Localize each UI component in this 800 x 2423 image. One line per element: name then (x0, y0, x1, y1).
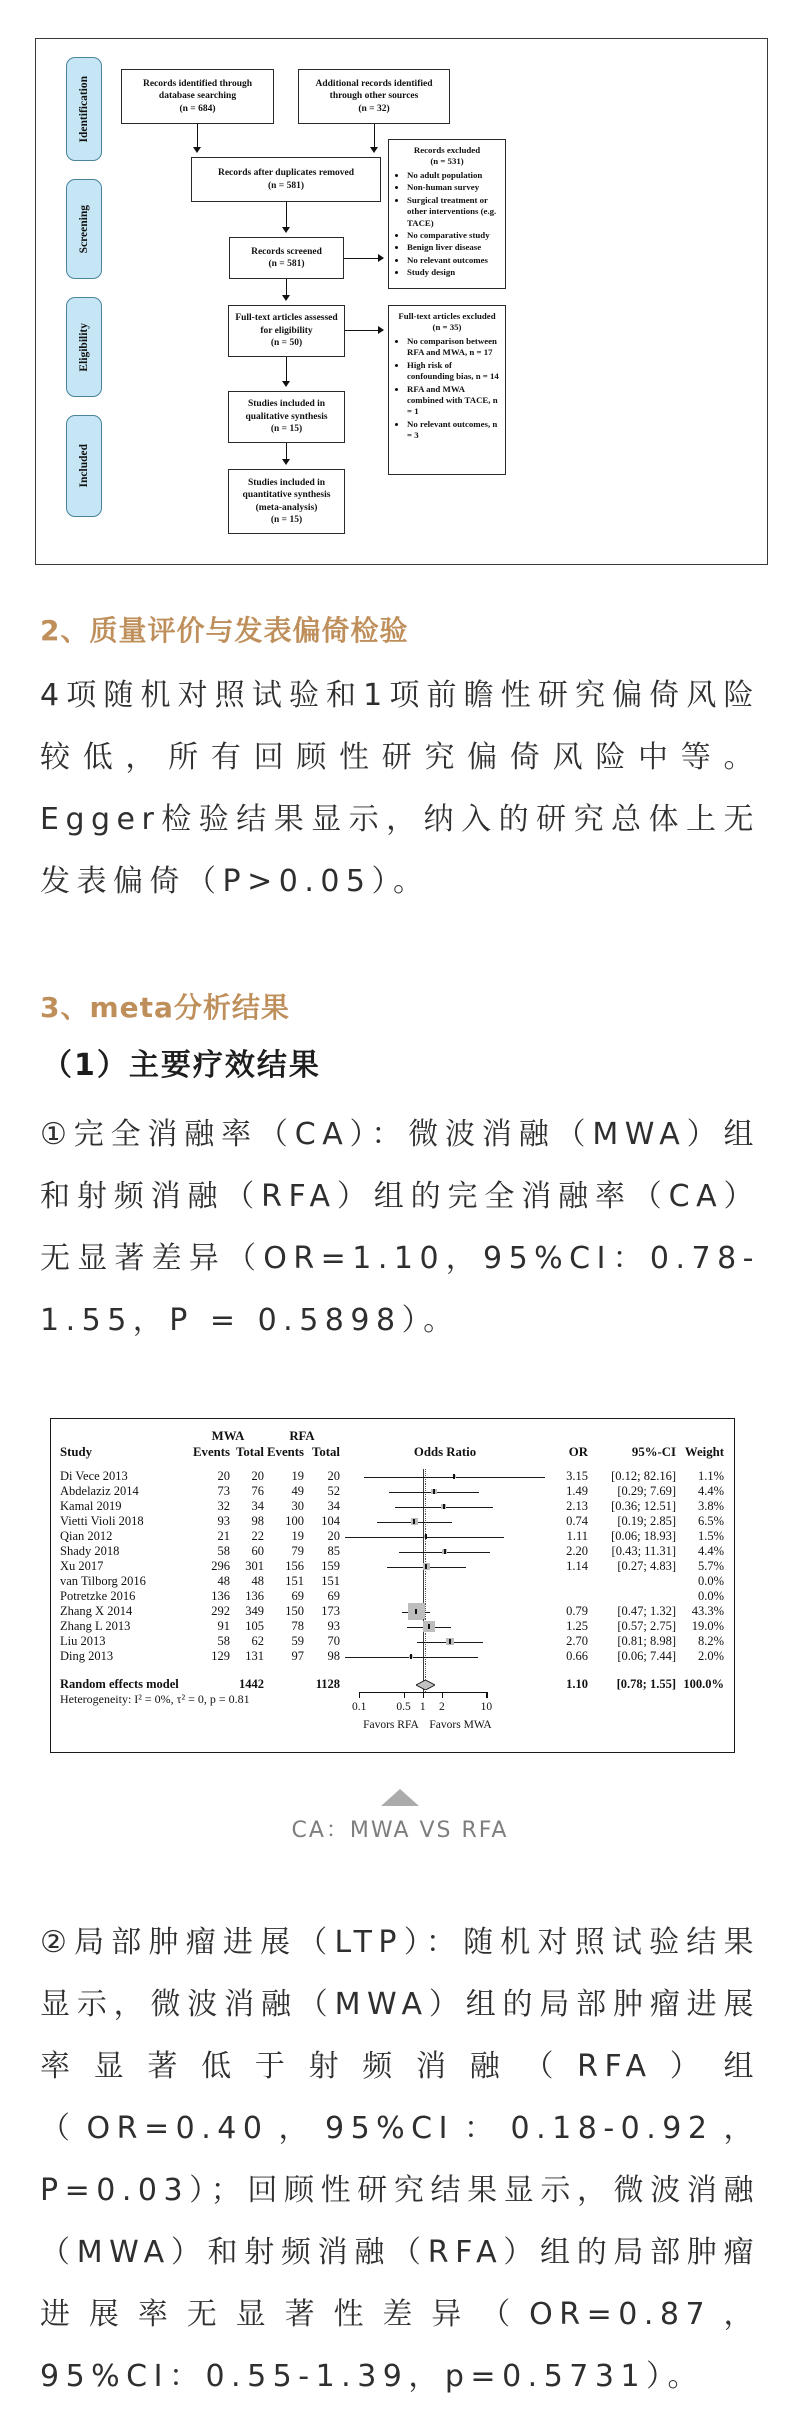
ci-value: [0.47; 1.32] (617, 1604, 676, 1618)
or-value: 0.66 (566, 1649, 588, 1663)
header-gap (676, 1460, 724, 1469)
col-header-or: OR (568, 1445, 588, 1459)
bullet-item: • No relevant outcomes, n = 3 (407, 419, 500, 442)
spacer (230, 1664, 264, 1677)
mwa-events: 292 (211, 1604, 230, 1618)
study-name: Qian 2012 (60, 1529, 113, 1543)
ci-value: [0.19; 2.85] (617, 1514, 676, 1528)
col-header-events: Events (193, 1445, 230, 1459)
col-header-events: Events (267, 1445, 304, 1459)
or-value: 1.25 (566, 1619, 588, 1633)
or-value: 2.13 (566, 1499, 588, 1513)
bullet-item: • Surgical treatment or other interventions (e.g. TACE) (407, 195, 500, 229)
weight-value: 0.0% (697, 1589, 724, 1603)
stage-included (66, 415, 102, 517)
mwa-events: 20 (217, 1469, 230, 1483)
point-estimate-marker (425, 1564, 427, 1569)
mwa-events: 58 (217, 1544, 230, 1558)
spacer (264, 1664, 304, 1677)
box-n: (n = 15) (270, 424, 303, 435)
stage-label: Identification (78, 75, 90, 143)
box-text: Additional records identified through other sources (315, 78, 433, 102)
prisma-box-after-duplicates (191, 157, 381, 202)
weight-value: 8.2% (697, 1634, 724, 1648)
weight-value: 4.4% (697, 1484, 724, 1498)
point-estimate-marker (443, 1504, 445, 1509)
point-estimate-marker (428, 1624, 430, 1629)
mwa-events: 21 (217, 1529, 230, 1543)
box-n: (n = 581) (268, 259, 305, 269)
weight-value: 5.7% (697, 1559, 724, 1573)
collapse-triangle-icon[interactable] (381, 1789, 419, 1806)
study-name: Ding 2013 (60, 1649, 114, 1663)
flow-arrow (197, 124, 198, 151)
rfa-events: 30 (291, 1499, 304, 1513)
weight-value: 0.0% (697, 1574, 724, 1588)
ci-value (588, 1589, 676, 1604)
bullet-item: • No comparative study (407, 230, 500, 241)
rfa-total: 151 (321, 1574, 340, 1588)
mwa-total: 301 (245, 1559, 264, 1573)
or-value: 0.79 (566, 1604, 588, 1618)
study-name: van Tilborg 2016 (60, 1574, 146, 1588)
rfa-events: 19 (291, 1469, 304, 1483)
forest-plot-caption: CA：MWA VS RFA (291, 1818, 509, 1843)
axis-tick (486, 1692, 487, 1698)
study-name: Zhang L 2013 (60, 1619, 131, 1633)
mwa-events: 93 (217, 1514, 230, 1528)
rfa-total: 93 (327, 1619, 340, 1633)
forest-plot-cell (340, 1604, 550, 1619)
section3-paragraph1: ①完全消融率（CA）：微波消融（MWA）组和射频消融（RFA）组的完全消融率（CA）无显著差异（OR=1.10，95%CI：0.78-1.55，P = 0.5898）。 (40, 1117, 760, 1338)
axis-tick-label: 0.5 (396, 1701, 411, 1713)
bullet-item: • RFA and MWA combined with TACE, n = 1 (407, 384, 500, 418)
forest-plot-cell (340, 1469, 550, 1484)
forest-plot-table (50, 1418, 735, 1753)
mwa-total: 60 (251, 1544, 264, 1558)
bullet-item: • No relevant outcomes (407, 255, 500, 266)
prisma-flow-diagram (35, 38, 768, 565)
table-cell (550, 1428, 588, 1444)
weight-value: 19.0% (691, 1619, 724, 1633)
study-name: Abdelaziz 2014 (60, 1484, 139, 1498)
col-header-study: Study (60, 1445, 93, 1459)
bullet-item: • Benign liver disease (407, 242, 500, 253)
flow-arrow (286, 279, 287, 299)
study-name: Vietti Violi 2018 (60, 1514, 144, 1528)
mwa-total: 98 (251, 1514, 264, 1528)
rfa-total: 69 (327, 1589, 340, 1603)
rfa-total: 70 (327, 1634, 340, 1648)
rfa-events: 59 (291, 1634, 304, 1648)
mwa-events: 136 (211, 1589, 230, 1603)
summary-label: Random effects model (60, 1677, 179, 1691)
mwa-total: 34 (251, 1499, 264, 1513)
spacer (550, 1664, 588, 1677)
box-text: Studies included in quantitative synthesis (meta-analysis) (242, 477, 331, 513)
mwa-total: 136 (245, 1589, 264, 1603)
stage-label: Screening (78, 204, 90, 254)
forest-plot-cell (340, 1634, 550, 1649)
box-text: Full-text articles assessed for eligibility (235, 313, 338, 336)
rfa-total: 20 (327, 1529, 340, 1543)
forest-plot-cell (340, 1619, 550, 1634)
rfa-total: 34 (327, 1499, 340, 1513)
rfa-events: 79 (291, 1544, 304, 1558)
prisma-box-records-excluded (388, 139, 506, 289)
rfa-events: 19 (291, 1529, 304, 1543)
table-cell (264, 1677, 304, 1692)
excluded-reasons-list (394, 170, 500, 280)
ci-value: [0.36; 12.51] (611, 1499, 676, 1513)
mwa-events: 58 (217, 1634, 230, 1648)
mwa-total: 22 (251, 1529, 264, 1543)
forest-plot-cell (340, 1559, 550, 1574)
rfa-events: 100 (285, 1514, 304, 1528)
null-effect-line (423, 1664, 424, 1677)
summary-effect-line (425, 1664, 426, 1677)
section2-paragraph: 4项随机对照试验和1项前瞻性研究偏倚风险较低，所有回顾性研究偏倚风险中等。Egger检验结果显示，纳入的研究总体上无发表偏倚（P>0.05）。 (40, 678, 760, 899)
forest-plot-cell (340, 1544, 550, 1559)
flow-arrow (286, 202, 287, 231)
spacer (304, 1664, 340, 1677)
flow-arrow (374, 124, 375, 151)
study-name: Potretzke 2016 (60, 1589, 136, 1603)
summary-ci: [0.78; 1.55] (616, 1677, 676, 1691)
spacer (588, 1664, 676, 1677)
stage-identification (66, 57, 102, 161)
or-value: 1.49 (566, 1484, 588, 1498)
stage-eligibility (66, 297, 102, 397)
or-value: 2.70 (566, 1634, 588, 1648)
prisma-box-quantitative (228, 469, 345, 534)
point-estimate-marker (425, 1534, 427, 1539)
forest-plot-cell (340, 1574, 550, 1589)
ci-value: [0.29; 7.69] (617, 1484, 676, 1498)
ci-value: [0.06; 18.93] (611, 1529, 676, 1543)
mwa-total: 76 (251, 1484, 264, 1498)
ci-value: [0.57; 2.75] (617, 1619, 676, 1633)
rfa-events: 156 (285, 1559, 304, 1573)
forest-plot-cell (340, 1649, 550, 1664)
flow-arrow (345, 330, 382, 331)
forest-plot-cell (340, 1529, 550, 1544)
box-n: (n = 50) (270, 338, 303, 349)
prisma-box-other-sources (298, 69, 450, 124)
axis-tick (359, 1692, 360, 1698)
weight-value: 2.0% (697, 1649, 724, 1663)
mwa-events: 129 (211, 1649, 230, 1663)
spacer (340, 1664, 550, 1677)
ci-value: [0.06; 7.44] (617, 1649, 676, 1663)
summary-mwa-total: 1442 (239, 1677, 264, 1691)
weight-value: 1.1% (697, 1469, 724, 1483)
box-text: Records after duplicates removed (217, 168, 355, 179)
rfa-total: 173 (321, 1604, 340, 1618)
mwa-events: 73 (217, 1484, 230, 1498)
rfa-total: 85 (327, 1544, 340, 1558)
table-cell (676, 1428, 724, 1444)
axis-tick-label: 1 (419, 1701, 426, 1713)
summary-effect-line (425, 1589, 426, 1604)
flow-arrow (286, 443, 287, 463)
rfa-total: 20 (327, 1469, 340, 1483)
study-name: Kamal 2019 (60, 1499, 122, 1513)
mwa-events: 48 (217, 1574, 230, 1588)
rfa-total: 104 (321, 1514, 340, 1528)
rfa-events: 49 (291, 1484, 304, 1498)
table-cell (192, 1677, 230, 1692)
flow-arrow (344, 258, 382, 259)
bullet-item: • Study design (407, 267, 500, 278)
header-gap (340, 1460, 550, 1469)
favors-left-label: Favors RFA (363, 1719, 419, 1731)
header-gap (264, 1460, 304, 1469)
or-value: 3.15 (566, 1469, 588, 1483)
col-header-weight: Weight (684, 1445, 724, 1459)
stage-screening (66, 179, 102, 279)
header-gap (192, 1460, 230, 1469)
axis-tick-label: 2 (439, 1701, 445, 1713)
or-value: 2.20 (566, 1544, 588, 1558)
forest-plot-cell (340, 1589, 550, 1604)
section3-heading: 3、meta分析结果 (40, 991, 290, 1024)
box-text: Records identified through database searching (142, 78, 253, 102)
summary-weight: 100.0% (683, 1677, 724, 1691)
ci-value: [0.27; 4.83] (617, 1559, 676, 1573)
prisma-box-qualitative (228, 391, 345, 443)
rfa-total: 98 (327, 1649, 340, 1663)
spacer (60, 1664, 192, 1677)
rfa-events: 97 (291, 1649, 304, 1663)
bullet-item: • No comparison between RFA and MWA, n = 17 (407, 336, 500, 359)
mwa-events: 296 (211, 1559, 230, 1573)
table-cell (588, 1428, 676, 1444)
group-header-rfa: RFA (289, 1429, 315, 1443)
bullet-item: • No adult population (407, 170, 500, 181)
stage-label: Included (78, 444, 90, 488)
box-n: (n = 684) (179, 103, 216, 114)
prisma-box-fulltext-assessed (228, 305, 345, 357)
axis-tick-label: 10 (480, 1701, 493, 1713)
forest-plot-cell (340, 1514, 550, 1529)
prisma-box-database-search (121, 69, 274, 124)
group-header-mwa: MWA (211, 1429, 245, 1443)
flow-arrow (286, 357, 287, 385)
forest-x-axis (340, 1692, 550, 1744)
spacer (676, 1664, 724, 1677)
rfa-events: 69 (291, 1589, 304, 1603)
mwa-events: 91 (217, 1619, 230, 1633)
rfa-events: 150 (285, 1604, 304, 1618)
or-value: 1.11 (566, 1529, 588, 1543)
favors-right-label: Favors MWA (429, 1719, 492, 1731)
heterogeneity-text: Heterogeneity: I² = 0%, τ² = 0, p = 0.81 (60, 1692, 250, 1706)
or-value (550, 1589, 588, 1604)
study-name: Liu 2013 (60, 1634, 106, 1648)
weight-value: 4.4% (697, 1544, 724, 1558)
summary-effect-line (425, 1574, 426, 1589)
rfa-events: 151 (285, 1574, 304, 1588)
header-gap (60, 1460, 192, 1469)
or-value (550, 1574, 588, 1589)
box-text: Studies included in qualitative synthesis (245, 399, 328, 422)
table-cell (60, 1428, 192, 1444)
or-value: 0.74 (566, 1514, 588, 1528)
header-gap (550, 1460, 588, 1469)
point-estimate-marker (410, 1654, 412, 1659)
or-value: 1.14 (566, 1559, 588, 1573)
null-effect-line (423, 1589, 424, 1604)
ci-value: [0.43; 11.31] (611, 1544, 676, 1558)
mwa-total: 48 (251, 1574, 264, 1588)
header-gap (230, 1460, 264, 1469)
box-n: (n = 35) (432, 322, 462, 333)
box-n: (n = 15) (270, 514, 303, 525)
study-name: Zhang X 2014 (60, 1604, 133, 1618)
section3-subheading: （1）主要疗效结果 (42, 1048, 321, 1083)
study-name: Shady 2018 (60, 1544, 120, 1558)
null-effect-line (423, 1574, 424, 1589)
box-n: (n = 581) (267, 180, 305, 191)
forest-plot-cell (340, 1499, 550, 1514)
rfa-events: 78 (291, 1619, 304, 1633)
box-text: Records screened (251, 246, 322, 257)
stage-label: Eligibility (78, 322, 90, 372)
table-cell (340, 1428, 550, 1444)
rfa-total: 159 (321, 1559, 340, 1573)
weight-value: 1.5% (697, 1529, 724, 1543)
mwa-total: 131 (245, 1649, 264, 1663)
box-n: (n = 32) (358, 103, 390, 114)
header-gap (588, 1460, 676, 1469)
study-name: Xu 2017 (60, 1559, 104, 1573)
col-header-odds-ratio: Odds Ratio (413, 1445, 477, 1459)
weight-value: 43.3% (691, 1604, 724, 1618)
box-n: (n = 531) (430, 156, 464, 167)
point-estimate-marker (413, 1519, 415, 1524)
ci-value: [0.81; 8.98] (617, 1634, 676, 1648)
bullet-item: • High risk of confounding bias, n = 14 (407, 360, 500, 383)
axis-tick (442, 1692, 443, 1698)
point-estimate-marker (444, 1549, 446, 1554)
summary-plot-cell (340, 1677, 550, 1692)
forest-plot-cell (340, 1484, 550, 1499)
header-gap (304, 1460, 340, 1469)
excluded-reasons-list (394, 336, 500, 443)
summary-diamond (416, 1680, 435, 1690)
rfa-total: 52 (327, 1484, 340, 1498)
section2-heading: 2、质量评价与发表偏倚检验 (40, 614, 409, 647)
study-name: Di Vece 2013 (60, 1469, 128, 1483)
ci-value: [0.12; 82.16] (611, 1469, 676, 1483)
point-estimate-marker (453, 1474, 455, 1479)
prisma-box-fulltext-excluded (388, 305, 506, 475)
spacer (192, 1664, 230, 1677)
point-estimate-marker (449, 1639, 451, 1644)
summary-rfa-total: 1128 (315, 1677, 340, 1691)
point-estimate-marker (433, 1489, 435, 1494)
ci-value (588, 1574, 676, 1589)
bullet-item: • Non-human survey (407, 182, 500, 193)
col-header-ci: 95%-CI (631, 1445, 676, 1459)
box-title: Full-text articles excluded (398, 311, 496, 321)
col-header-total: Total (236, 1445, 264, 1459)
weight-value: 3.8% (697, 1499, 724, 1513)
section3-paragraph2: ②局部肿瘤进展（LTP）：随机对照试验结果显示，微波消融（MWA）组的局部肿瘤进展率显著低于射频消融（RFA）组（OR=0.40，95%CI：0.18-0.92，P=0.03）；回顾性研究结果显示，微波消融（MWA）和射频消融（RFA）组的局部肿瘤进展率无显著性差异（OR=0.87，95%CI：0.55-1.39，p=0.5731）。 (40, 1925, 760, 2394)
summary-or: 1.10 (566, 1677, 588, 1691)
axis-tick (423, 1692, 424, 1698)
mwa-total: 105 (245, 1619, 264, 1633)
axis-tick (404, 1692, 405, 1698)
prisma-box-screened (229, 237, 344, 279)
col-header-total: Total (312, 1445, 340, 1459)
mwa-total: 20 (251, 1469, 264, 1483)
weight-value: 6.5% (697, 1514, 724, 1528)
mwa-total: 349 (245, 1604, 264, 1618)
box-title: Records excluded (413, 145, 481, 155)
mwa-events: 32 (217, 1499, 230, 1513)
mwa-total: 62 (251, 1634, 264, 1648)
axis-tick-label: 0.1 (351, 1701, 367, 1713)
point-estimate-marker (415, 1609, 417, 1614)
